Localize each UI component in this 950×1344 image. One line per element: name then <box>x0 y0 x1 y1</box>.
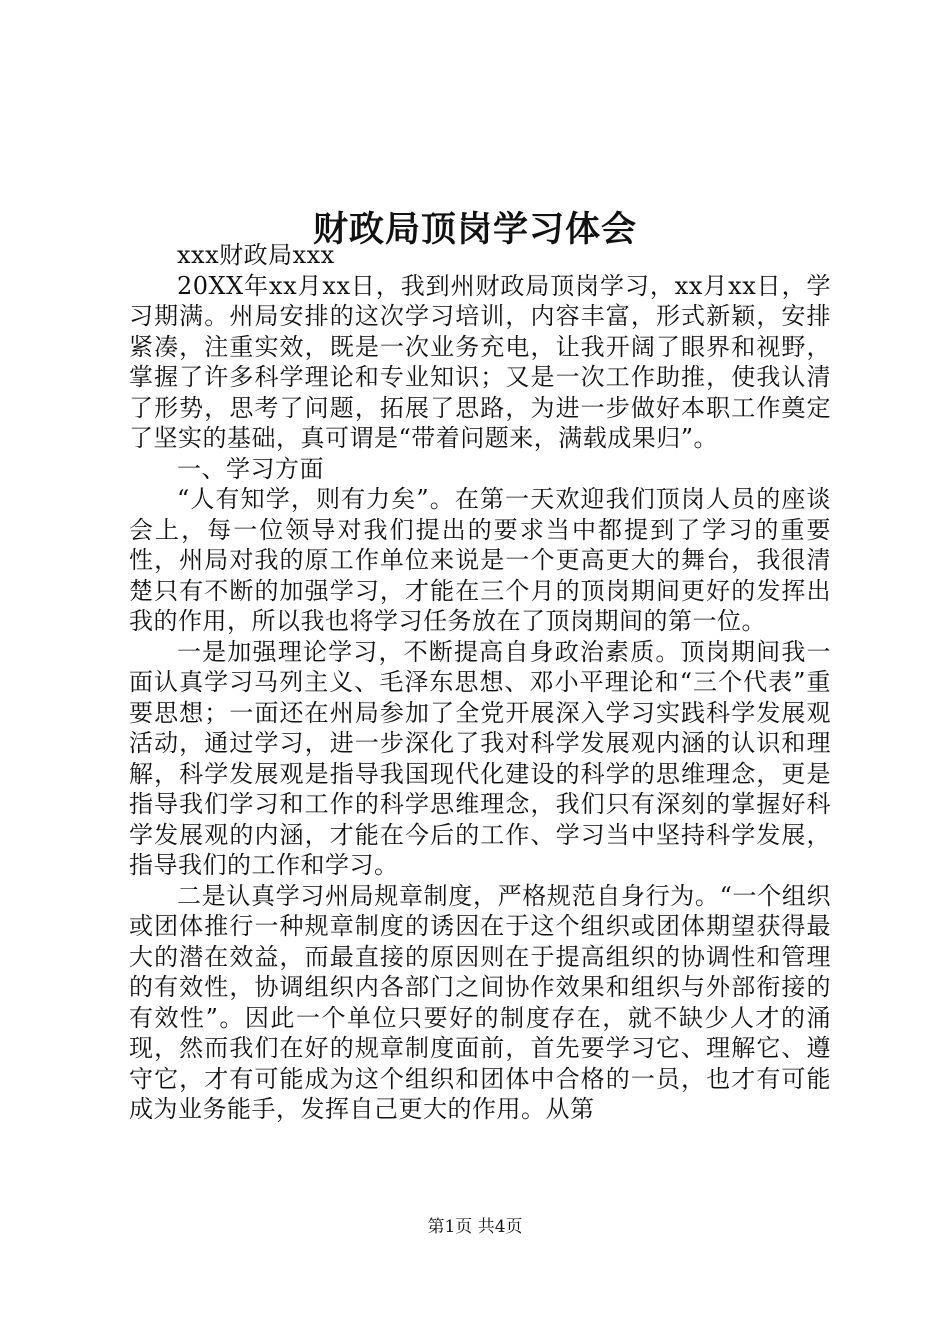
paragraph-rules: 二是认真学习州局规章制度，严格规范自身行为。“一个组织或团体推行一种规章制度的诱因在于这个组织或团体期望获得最大的潜在效益，而最直接的原因则在于提高组织的协调性和管理的有效性，协调组织内各部门之间协作效果和组织与外部衔接的有效性”。因此一个单位只要好的制度存在，就不缺少人才的涌现，然而我们在好的规章制度面前，首先要学习它、理解它、遵守它，才有可能成为这个组织和团体中合格的一员，也才有可能成为业务能手，发挥自己更大的作用。从第 <box>129 881 831 1123</box>
paragraph-learning: “人有知学，则有力矣”。在第一天欢迎我们顶岗人员的座谈会上，每一位领导对我们提出的要求当中都提到了学习的重要性，州局对我的原工作单位来说是一个更高更大的舞台，我很清楚只有不断的加强学习，才能在三个月的顶岗期间更好的发挥出我的作用，所以我也将学习任务放在了顶岗期间的第一位。 <box>129 485 831 635</box>
paragraph-intro: 20XX年xx月xx日，我到州财政局顶岗学习，xx月xx日，学习期满。州局安排的这次学习培训，内容丰富，形式新颖，安排紧凑，注重实效，既是一次业务充电，让我开阔了眼界和视野，掌握了许多科学理论和专业知识；又是一次工作助推，使我认清了形势，思考了问题，拓展了思路，为进一步做好本职工作奠定了坚实的基础，真可谓是“带着问题来，满载成果归”。 <box>129 271 831 452</box>
paragraph-theory: 一是加强理论学习，不断提高自身政治素质。顶岗期间我一面认真学习马列主义、毛泽东思想、邓小平理论和“三个代表”重要思想；一面还在州局参加了全党开展深入学习实践科学发展观活动，通过学习，进一步深化了我对科学发展观内涵的认识和理解，科学发展观是指导我国现代化建设的科学的思维理念，更是指导我们学习和工作的科学思维理念，我们只有深刻的掌握好科学发展观的内涵，才能在今后的工作、学习当中坚持科学发展，指导我们的工作和学习。 <box>129 637 831 879</box>
author-line: xxx财政局xxx <box>177 241 335 269</box>
page-number-footer: 第1页 共4页 <box>427 1217 523 1237</box>
document-body <box>129 240 831 1125</box>
section-heading: 一、学习方面 <box>177 454 324 483</box>
document-title: 财政局顶岗学习体会 <box>312 210 637 251</box>
